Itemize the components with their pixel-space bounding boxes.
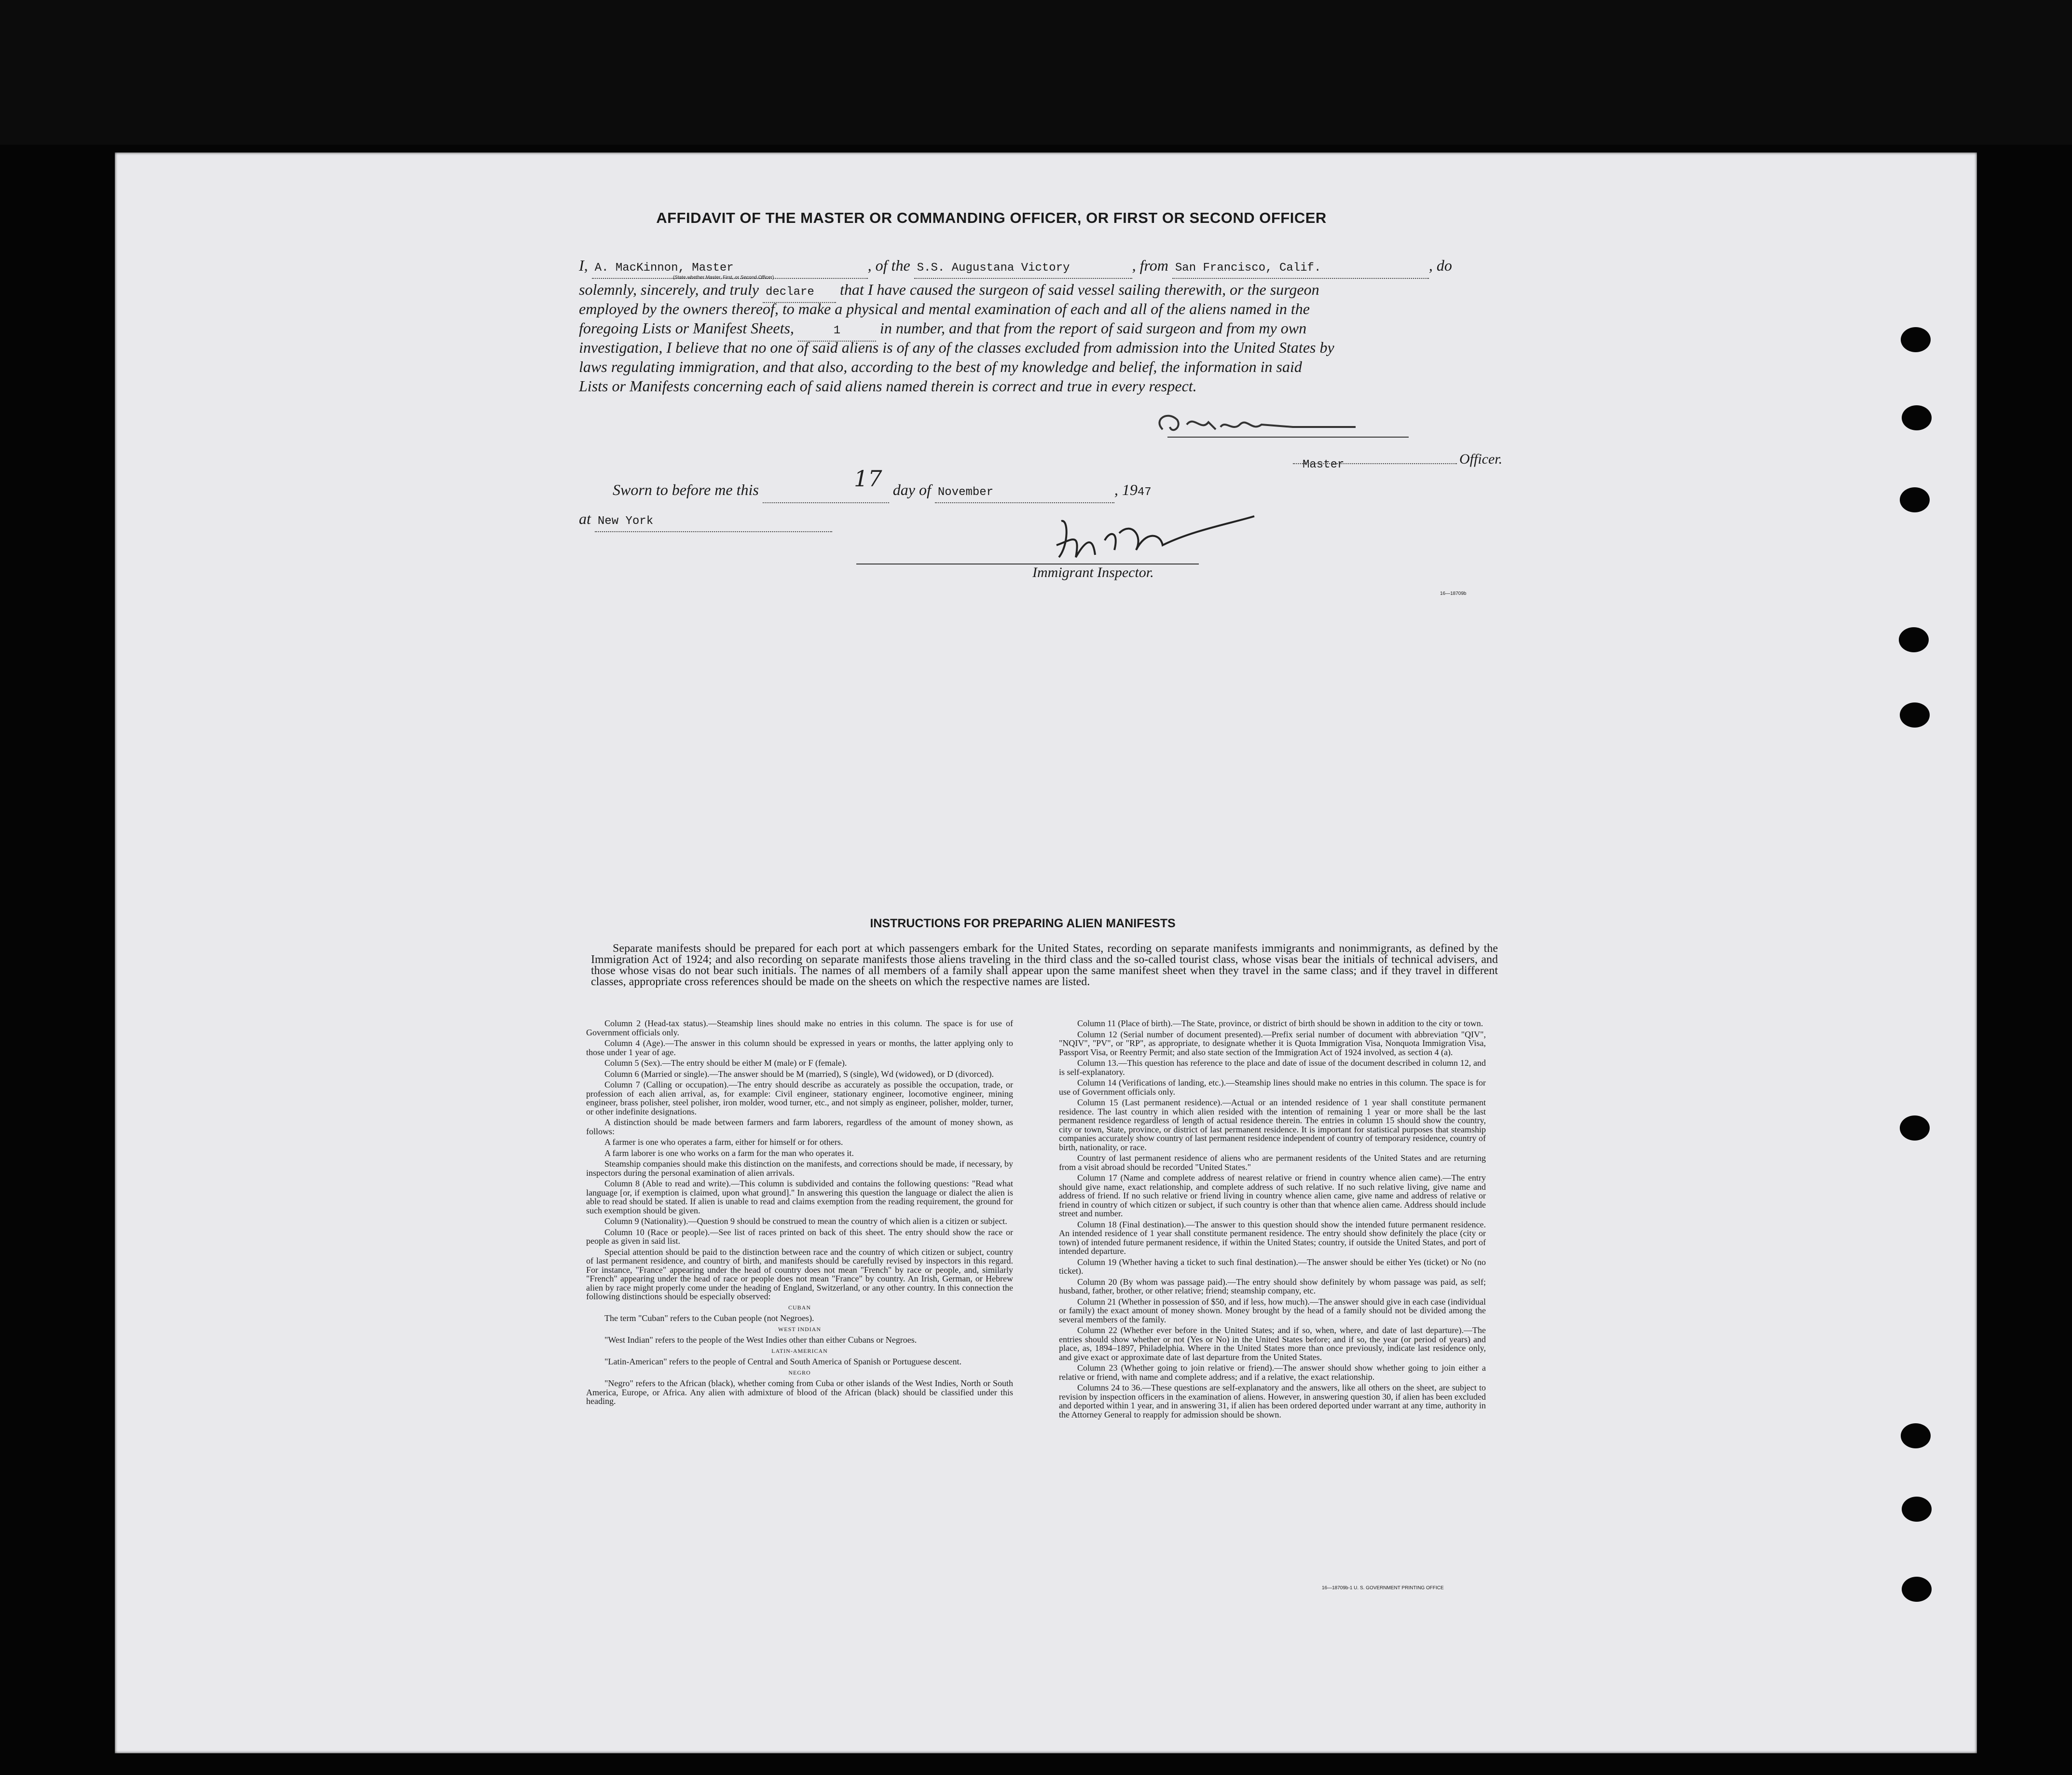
paragraph: Column 15 (Last permanent residence).—Actual or an intended residence of 1 year shall constitute permanent residence. The last country in which alien resided with the intention of remaining 1 year or more shall be the last permanent residence regardless of length of actual residence therein. The entries in column 15 should show the country, city or town, State, province, or district of last permanent residence. It is important for statistical purposes that steamship companies accurately show country of last permanent residence independent of country of temporary residence, country of birth, nationality, or race. (1059, 1098, 1486, 1152)
punch-hole (1901, 1423, 1931, 1448)
paragraph: Column 22 (Whether ever before in the United States; and if so, when, where, and date of last departure).—The entries should show whether or not (Yes or No) in the United States before; and if so, the year (or period of years) and place, as, 1894–1897, Philadelphia. Where in the United States more than once previously, indicate last residence only, and give exact or approximate date of last departure from the United States. (1059, 1325, 1486, 1362)
paragraph: Column 17 (Name and complete address of nearest relative or friend in country whence alien came).—The entry should give name, exact relationship, and complete address of such relative. If no such relative living, give name and address of friend. If no such relative or friend living in country whence alien came, give name and address of relative or friend in country of which citizen or subject, if such country is other than that whence alien came. Address should include street and number. (1059, 1173, 1486, 1218)
place-field: New York (595, 512, 832, 532)
signature-line (1167, 437, 1409, 438)
text: , do (1428, 257, 1452, 274)
paragraph: A farmer is one who operates a farm, either for himself or for others. (604, 1137, 843, 1147)
paragraph: Column 8 (Able to read and write).—This column is subdivided and contains the following questions: "Read what language [or, if exemption is claimed, upon what ground]." In answering this question the language or dialect the alien is able to read should be stated. If alien is unable to read and claims exemption from the reading requirement, the ground for such exemption should be given. (586, 1179, 1013, 1215)
paragraph: A farm laborer is one who works on a farm for the man who operates it. (604, 1148, 854, 1158)
punch-hole (1901, 327, 1931, 352)
officer-line (1293, 463, 1457, 464)
master-name-field: A. MacKinnon, Master (592, 259, 868, 279)
paragraph: Steamship companies should make this distinction on the manifests, and corrections should be made, if necessary, by inspectors during the personal examination of alien arrivals. (586, 1159, 1013, 1178)
punch-hole (1899, 627, 1929, 652)
heading-cuban: CUBAN (788, 1304, 811, 1311)
paragraph: The term "Cuban" refers to the Cuban people (not Negroes). (604, 1313, 814, 1323)
sheets-count-field: 1 (798, 321, 876, 342)
punch-hole (1902, 405, 1932, 430)
master-signature (1148, 405, 1418, 444)
heading-latin-american: LATIN-AMERICAN (771, 1347, 828, 1354)
form-code: 16—18709b (1440, 591, 1467, 596)
paragraph: Column 7 (Calling or occupation).—The entry should describe as accurately as possible the occupation, trade, or profession of each alien arrival, as, for example: Civil engineer, stationary engineer, locomotive engineer, mining engineer, brass polisher, steel polisher, iron molder, wood turner, etc., and not simply as engineer, polisher, molder, turner, or other indefinite designations. (586, 1080, 1013, 1116)
paragraph: A distinction should be made between farmers and farm laborers, regardless of the amount of money shown, as follows: (586, 1117, 1013, 1136)
paragraph: Column 19 (Whether having a ticket to such final destination).—The answer should be either Yes (ticket) or No (no ticket). (1059, 1257, 1486, 1276)
affidavit-line-6: laws regulating immigration, and that also, according to the best of my knowledge and belief, the information in said (579, 358, 1302, 375)
ship-name-field: S.S. Augustana Victory (914, 259, 1132, 279)
port-from-field: San Francisco, Calif. (1172, 259, 1429, 279)
punch-hole (1902, 1577, 1932, 1602)
punch-hole (1902, 1497, 1932, 1522)
text: I, (579, 257, 588, 274)
year-suffix: 47 (1137, 486, 1152, 499)
paragraph: Column 14 (Verifications of landing, etc.).—Steamship lines should make no entries in this column. The space is for use of Government officials only. (1059, 1078, 1486, 1097)
affidavit-line-3: employed by the owners thereof, to make a physical and mental examination of each and all of the aliens named in the (579, 300, 1310, 317)
text: that I have caused the surgeon of said vessel sailing therewith, or the surgeon (839, 281, 1319, 298)
paragraph: Column 21 (Whether in possession of $50, and if less, how much).—The answer should give in each case (individual or family) the exact amount of money shown. Money brought by the head of a family should not be divided among the several members of the family. (1059, 1296, 1486, 1324)
text: , from (1132, 257, 1168, 274)
officer-label: Officer. (1459, 451, 1503, 467)
paragraph: Column 13.—This question has reference to the place and date of issue of the document described in column 12, and is self-explanatory. (1059, 1058, 1486, 1077)
paragraph: Special attention should be paid to the distinction between race and the country of which citizen or subject, country of last permanent residence, and country of birth, and manifests should be carefully revised by inspectors in this regard. For instance, "France" appearing under the head of country does not mean "French" by race or people, and, similarly "French" appearing under the head of race or people does not mean "France" by country. An Irish, German, or Hebrew alien by race might properly come under the heading of England, Switzerland, or any other country. In this connection the following distinctions should be especially observed: (586, 1247, 1013, 1301)
paragraph: Columns 24 to 36.—These questions are self-explanatory and the answers, like all others on the sheet, are subject to revision by inspection officers in the examination of aliens. However, in answering question 30, if alien has been excluded and deported within 1 year, and in answering 31, if alien has been ordered deported under warrant at any time, authority in the Attorney General to reapply for admission should be shown. (1059, 1383, 1486, 1419)
text: day of (892, 481, 931, 498)
paragraph: Column 9 (Nationality).—Question 9 should be construed to mean the country of which alien is a citizen or subject. (604, 1216, 1007, 1226)
paragraph: "Negro" refers to the African (black), whether coming from Cuba or other islands of the West Indies, North or South America, Europe, or Africa. Any alien with admixture of blood of the African (black) should be classified under this heading. (586, 1378, 1013, 1406)
paragraph: Column 12 (Serial number of document presented).—Prefix serial number of document with abbreviation "QIV", "NQIV", "PV", or "RP", as appropriate, to designate whether it is Quota Immigration Visa, Nonquota Immigration Visa, Passport Visa, or Reentry Permit; and also state section of the Immigration Act of 1924 involved, as section 4 (a). (1059, 1029, 1486, 1057)
paragraph: Country of last permanent residence of aliens who are permanent residents of the United States and are returning from a visit abroad should be recorded "United States." (1059, 1153, 1486, 1172)
film-top-band (0, 0, 2072, 145)
paragraph: Column 4 (Age).—The answer in this column should be expressed in years or months, the latter applying only to those under 1 year of age. (586, 1038, 1013, 1057)
paragraph: Column 10 (Race or people).—See list of races printed on back of this sheet. The entry should show the race or people as given in said list. (586, 1227, 1013, 1246)
sworn-month-field: November (935, 483, 1114, 503)
inspector-label: Immigrant Inspector. (1032, 564, 1154, 580)
paragraph: Column 6 (Married or single).—The answer should be M (married), S (single), Wd (widowed), or D (divorced). (604, 1069, 994, 1079)
paragraph: Column 18 (Final destination).—The answer to this question should show the intended future permanent residence. An intended residence of 1 year shall constitute permanent residence. The entry should show definitely the place (city or town) of intended future permanent residence, if within the United States; country, if outside the United States, and port of intended departure. (1059, 1219, 1486, 1256)
sworn-day-handwritten: 17 (854, 466, 882, 492)
punch-hole (1900, 702, 1930, 728)
declare-field: declare (763, 283, 836, 303)
paragraph: Column 11 (Place of birth).—The State, province, or district of birth should be shown in addition to the city or town. (1077, 1018, 1483, 1028)
punch-hole (1900, 487, 1930, 512)
text: Sworn to before me this (613, 481, 759, 498)
text: foregoing Lists or Manifest Sheets, (579, 319, 794, 337)
affidavit-line-7: Lists or Manifests concerning each of said aliens named therein is correct and true in every respect. (579, 377, 1197, 395)
text: , 19 (1114, 481, 1138, 498)
paragraph: "Latin-American" refers to the people of Central and South America of Spanish or Portuguese descent. (604, 1357, 961, 1366)
paragraph: Column 2 (Head-tax status).—Steamship lines should make no entries in this column. The space is for use of Government officials only. (586, 1018, 1013, 1037)
text: , of the (867, 257, 910, 274)
instructions-left-column (586, 1019, 1013, 1408)
text: solemnly, sincerely, and truly (579, 281, 759, 298)
paragraph: Column 20 (By whom was passage paid).—The entry should show definitely by whom passage was paid, as self; husband, father, brother, or other relative; friend; steamship company, etc. (1059, 1277, 1486, 1295)
paragraph: "West Indian" refers to the people of the West Indies other than either Cubans or Negroes. (604, 1335, 917, 1345)
text: in number, and that from the report of said surgeon and from my own (879, 319, 1307, 337)
inspector-signature (1047, 511, 1259, 569)
printing-office-footer: 16—18709b-1 U. S. GOVERNMENT PRINTING OFFICE (1322, 1585, 1444, 1591)
place-line (579, 509, 832, 532)
paragraph: Column 23 (Whether going to join relative or friend).—The answer should show whether going to join either a relative or friend, with name and complete address; and if a relative, the exact relationship. (1059, 1363, 1486, 1382)
punch-hole (1900, 1115, 1930, 1141)
heading-negro: NEGRO (788, 1369, 811, 1376)
instructions-intro: Separate manifests should be prepared for each port at which passengers embark for the United States, recording on separate manifests immigrants and nonimmigrants, as defined by the Immigration Act of 1924; and also recording on separate manifests those aliens traveling in the third class and the so-called tourist class, whose visas bear the initials of technical advisers, and those whose visas do not bear such initials. The names of all members of a family shall appear upon the same manifest sheet when they travel in the same class; and if they travel in different classes, appropriate cross references should be made on the sheets on which the respective names are listed. (591, 942, 1498, 988)
instructions-right-column (1059, 1019, 1486, 1421)
affidavit-title: AFFIDAVIT OF THE MASTER OR COMMANDING OFFICER, OR FIRST OR SECOND OFFICER (656, 209, 1327, 226)
text: at (579, 510, 591, 527)
officer-rank: Master (1303, 458, 1345, 471)
paragraph: Column 5 (Sex).—The entry should be either M (male) or F (female). (604, 1058, 847, 1068)
heading-west-indian: WEST INDIAN (778, 1325, 822, 1333)
affidavit-line-5: investigation, I believe that no one of said aliens is of any of the classes excluded from admission into the United States by (579, 339, 1334, 356)
state-note: (State whether Master, First, or Second Officer) (673, 275, 774, 280)
instructions-title: INSTRUCTIONS FOR PREPARING ALIEN MANIFESTS (870, 917, 1176, 930)
